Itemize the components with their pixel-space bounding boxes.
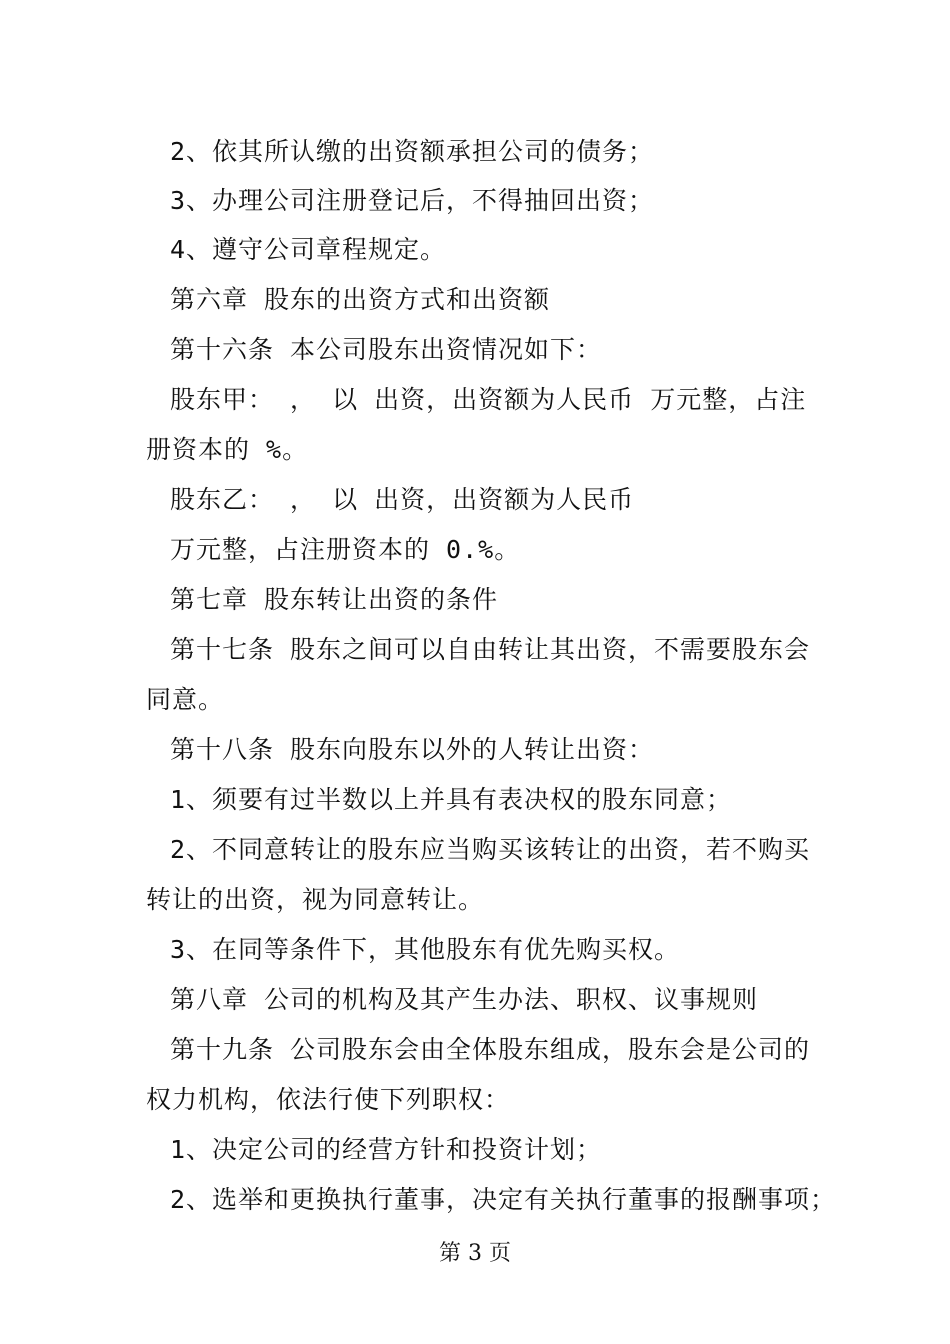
text-line: 权力机构，依法行使下列职权： — [146, 1085, 511, 1114]
text-line: 股东乙： ， 以 出资，出资额为人民币 — [170, 485, 635, 514]
text-line: 1、须要有过半数以上并具有表决权的股东同意； — [170, 785, 733, 814]
text-line: 1、决定公司的经营方针和投资计划； — [170, 1135, 603, 1164]
text-line: 3、在同等条件下，其他股东有优先购买权。 — [170, 935, 681, 964]
article-line: 第十八条 股东向股东以外的人转让出资： — [170, 735, 655, 764]
text-line: 册资本的 %。 — [146, 435, 309, 464]
text-line: 万元整，占注册资本的 0.%。 — [170, 535, 521, 564]
page-number: 第 3 页 — [439, 1241, 511, 1266]
chapter-heading: 第七章 股东转让出资的条件 — [170, 585, 499, 614]
chapter-heading: 第八章 公司的机构及其产生办法、职权、议事规则 — [170, 985, 759, 1014]
text-line: 2、不同意转让的股东应当购买该转让的出资，若不购买 — [170, 835, 811, 864]
text-line: 4、遵守公司章程规定。 — [170, 235, 447, 264]
chapter-heading: 第六章 股东的出资方式和出资额 — [170, 285, 551, 314]
text-line: 股东甲： ， 以 出资，出资额为人民币 万元整，占注 — [170, 385, 807, 414]
article-line: 第十九条 公司股东会由全体股东组成，股东会是公司的 — [170, 1035, 811, 1064]
text-line: 同意。 — [146, 685, 225, 714]
article-line: 第十七条 股东之间可以自由转让其出资，不需要股东会 — [170, 635, 811, 664]
article-line: 第十六条 本公司股东出资情况如下： — [170, 335, 603, 364]
text-line: 2、依其所认缴的出资额承担公司的债务； — [170, 137, 655, 166]
text-line: 3、办理公司注册登记后，不得抽回出资； — [170, 186, 655, 215]
text-line: 转让的出资，视为同意转让。 — [146, 885, 485, 914]
text-line: 2、选举和更换执行董事，决定有关执行董事的报酬事项； — [170, 1185, 837, 1214]
